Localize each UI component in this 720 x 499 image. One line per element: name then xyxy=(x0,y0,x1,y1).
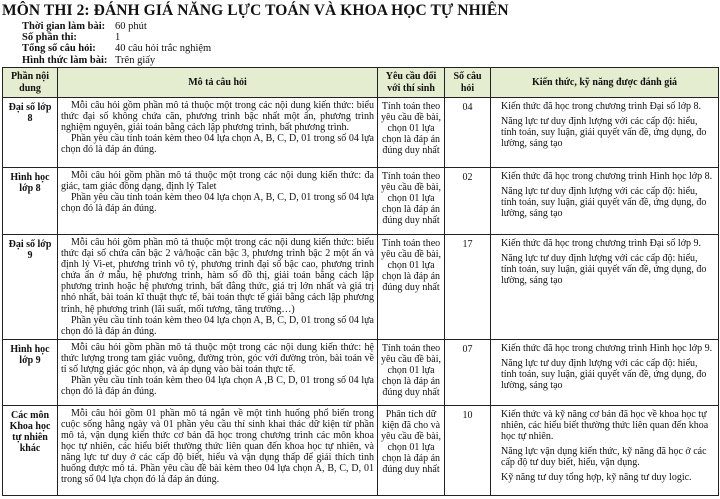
row-requirement: Tính toán theo yêu cầu đề bài, chọn 01 lựa chọn là đáp án đúng duy nhất xyxy=(378,98,445,168)
row-topic: Các môn Khoa học tự nhiên khác xyxy=(3,405,58,495)
row-requirement: Tính toán theo yêu cầu đề bài, chọn 01 lựa chọn là đáp án đúng duy nhất xyxy=(378,339,445,405)
skill-paragraph: Kiến thức và kỹ năng cơ bản đã học về khoa học tự nhiên, các hiểu biết thường thức liên quan đến khoa học tự nhiên. xyxy=(501,408,709,443)
table-row xyxy=(3,168,719,235)
row-question-count: 10 xyxy=(445,405,491,495)
header-topic: Phần nội dung xyxy=(3,68,58,98)
row-description xyxy=(58,235,378,340)
header-question-count: Số câu hỏi xyxy=(445,68,491,98)
header-description: Mô tả câu hỏi xyxy=(58,68,378,98)
info-label: Hình thức làm bài: xyxy=(22,54,108,66)
row-requirement: Phân tích dữ kiện đã cho và yêu cầu đề bài, chọn 01 lựa chọn là đáp án đúng duy nhất xyxy=(378,405,445,495)
header-requirement: Yêu cầu đối với thí sinh xyxy=(378,68,445,98)
row-requirement: Tính toán theo yêu cầu đề bài, chọn 01 lựa chọn là đáp án đúng duy nhất xyxy=(378,235,445,340)
description-paragraph: Phần yêu cầu tính toán kèm theo 04 lựa chọn A, B, C, D, 01 trong số 04 lựa chọn đó là đáp án đúng. xyxy=(61,192,374,215)
info-row-question-count xyxy=(22,43,342,54)
skill-paragraph: Kiến thức đã học trong chương trình Hình học lớp 9. xyxy=(501,342,713,354)
description-paragraph: Mỗi câu hỏi gồm phần mô tả thuộc một trong các nội dung kiến thức: biểu thức đại số chứa căn bậc 2 và/hoặc căn bậc 3, phương trình bậc 2 một ẩn và định lý Vi-et, phương trình vô tỷ, phương trình đại số bậc cao, phương trình chứa ẩn ở mẫu, hệ phương trình, hàm số đồ thị, giải toán bằng cách lập phương trình hoặc hệ phương trình, bất đẳng thức, giá trị lớn nhất và giá trị nhỏ nhất, bài toán kĩ thuật thực tế, bài toán thực tế giải bằng cách lập phương trình, hệ phương trình (lãi suất, mối tương, tăng trưởng…) xyxy=(61,237,374,315)
info-row-parts xyxy=(22,32,342,43)
row-description xyxy=(58,168,378,235)
table-row xyxy=(3,235,719,340)
info-value: 40 câu hỏi trắc nghiệm xyxy=(115,43,212,55)
description-paragraph: Mỗi câu hỏi gồm phần mô tả thuộc một trong các nội dung kiến thức: đa giác, tam giác đồng dạng, định lý Talet xyxy=(61,170,374,193)
description-paragraph: Phần yêu cầu tính toán kèm theo 04 lựa chọn A, B, C, D, 01 trong số 04 lựa chọn đó là đáp án đúng. xyxy=(61,133,374,156)
row-skills xyxy=(491,168,719,235)
table-header-row xyxy=(3,68,719,98)
row-skills xyxy=(491,339,719,405)
document-title: MÔN THI 2: ĐÁNH GIÁ NĂNG LỰC TOÁN VÀ KHOA HỌC TỰ NHIÊN xyxy=(2,2,509,19)
table-row xyxy=(3,405,719,495)
row-topic: Hình học lớp 9 xyxy=(3,339,58,405)
skill-paragraph: Năng lực tư duy định lượng với các cấp độ: hiểu, tính toán, suy luận, giải quyết vấn đề, ứng dụng, đo lường, sáng tạo xyxy=(501,357,707,392)
header-skills: Kiến thức, kỹ năng được đánh giá xyxy=(491,68,719,98)
skill-paragraph: Năng lực vận dụng kiến thức, kỹ năng đã học ở các cấp độ tư duy biết, hiểu, vận dụng. xyxy=(501,446,707,469)
row-topic: Đại số lớp 9 xyxy=(3,235,58,340)
description-paragraph: Phần yêu cầu tính toán kèm theo 04 lựa chọn A, B, C, D, 01 trong số 04 lựa chọn đó là đáp án đúng. xyxy=(61,314,374,337)
row-description xyxy=(58,98,378,168)
row-description xyxy=(58,405,378,495)
row-topic: Hình học lớp 8 xyxy=(3,168,58,235)
info-label: Số phần thi: xyxy=(22,32,77,44)
skill-paragraph: Năng lực tư duy định lượng với các cấp độ: hiểu, tính toán, suy luận, giải quyết vấn đề, ứng dụng, đo lường, sáng tạo xyxy=(501,253,707,287)
row-question-count: 04 xyxy=(445,98,491,168)
row-topic: Đại số lớp 8 xyxy=(3,98,58,168)
description-paragraph: Mỗi câu hỏi gồm phần mô tả thuộc một trong các nội dung kiến thức: biểu thức đại số không chứa căn, phương trình bậc nhất một ẩn, phương trình nghiệm nguyên, giải toán bằng cách lập phương trình, bất phương trình. xyxy=(61,100,374,134)
row-skills xyxy=(491,405,719,495)
info-label: Thời gian làm bài: xyxy=(22,21,106,32)
skill-paragraph: Năng lực tư duy định lượng với các cấp độ: hiểu, tính toán, suy luận, giải quyết vấn đề, ứng dụng, đo lường, sáng tạo xyxy=(501,186,707,220)
info-value: Trên giấy xyxy=(115,54,156,66)
info-value: 60 phút xyxy=(115,21,147,32)
info-label: Tổng số câu hỏi: xyxy=(22,43,96,55)
skill-paragraph: Kiến thức đã học trong chương trình Đại số lớp 9. xyxy=(501,238,701,249)
row-question-count: 17 xyxy=(445,235,491,340)
description-paragraph: Phần yêu cầu tính toán kèm theo 04 lựa chọn A ,B C, D, 01 trong số 04 lựa chọn đó là đáp án đúng. xyxy=(61,375,374,398)
table-row xyxy=(3,339,719,405)
row-skills xyxy=(491,98,719,168)
row-question-count: 07 xyxy=(445,339,491,405)
row-requirement: Tính toán theo yêu cầu đề bài, chọn 01 lựa chọn là đáp án đúng duy nhất xyxy=(378,168,445,235)
info-row-duration xyxy=(22,21,342,32)
description-paragraph: Mỗi câu hỏi gồm phần mô tả thuộc một trong các nội dung kiến thức: hệ thức lượng trong tam giác vuông, đường tròn, góc với đường tròn, bài toán về tỉ số lượng giác góc nhọn, và áp dụng vào bài toán thực tế. xyxy=(61,341,374,376)
row-skills xyxy=(491,235,719,340)
description-paragraph: Mỗi câu hỏi gồm 01 phần mô tả ngắn về một tình huống phổ biến trong cuộc sống hằng ngày và 01 phần yêu cầu thí sinh khai thác dữ kiện từ phần mô tả, vận dụng kiến thức cơ bản đã học trong chương trình các môn khoa học tự nhiên, các hiểu biết thường thức liên quan đến khoa học tự nhiên, và năng lực tư duy ở các cấp độ biết, hiểu và vận dụng thấp để giải thích tình huống được mô tả. Phần yêu cầu đề bài kèm theo 04 lựa chọn A, B, C, D, 01 trong số 04 lựa chọn đó là đáp án đúng. xyxy=(61,407,374,486)
row-question-count: 02 xyxy=(445,168,491,235)
skill-paragraph: Năng lực tư duy định lượng với các cấp độ: hiểu, tính toán, suy luận, giải quyết vấn đề, ứng dụng, đo lường, sáng tạo xyxy=(501,116,707,150)
exam-structure-table xyxy=(2,67,719,496)
skill-paragraph: Kỹ năng tư duy tổng hợp, kỹ năng tư duy logic. xyxy=(501,472,692,484)
skill-paragraph: Kiến thức đã học trong chương trình Hình học lớp 8. xyxy=(501,171,713,182)
skill-paragraph: Kiến thức đã học trong chương trình Đại số lớp 8. xyxy=(501,101,701,112)
table-row xyxy=(3,98,719,168)
row-description xyxy=(58,339,378,405)
exam-info xyxy=(22,21,342,66)
info-value: 1 xyxy=(115,32,121,44)
info-row-format xyxy=(22,55,342,66)
